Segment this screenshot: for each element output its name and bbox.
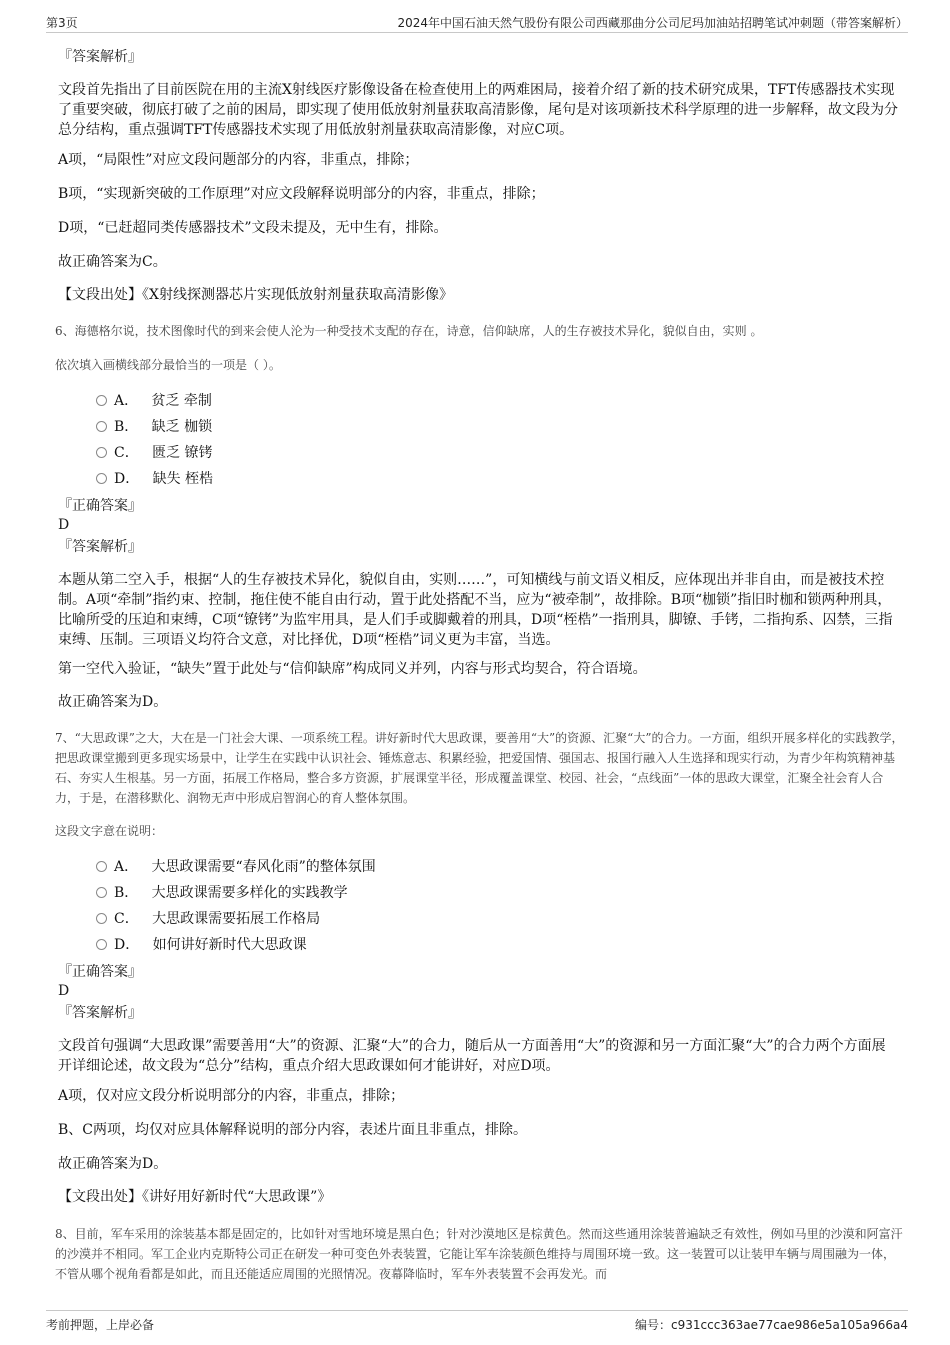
q6-option-a[interactable] xyxy=(96,392,212,410)
q6-answer-header: 『正确答案』 xyxy=(58,498,142,514)
q6-conclusion: 故正确答案为D。 xyxy=(58,694,168,710)
q7-answer-header: 『正确答案』 xyxy=(58,964,142,980)
page-number: 第3页 xyxy=(46,16,78,30)
q7-source: 【文段出处】《讲好用好新时代“大思政课”》 xyxy=(58,1189,332,1205)
option-text: 缺失 桎梏 xyxy=(152,471,214,487)
q6-analysis-para2: 第一空代入验证，“缺失”置于此处与“信仰缺席”构成同义并列，内容与形式均契合，符合语境。 xyxy=(58,661,647,677)
radio-icon[interactable] xyxy=(96,913,107,924)
q6-analysis-header: 『答案解析』 xyxy=(58,539,142,555)
q6-option-c[interactable] xyxy=(96,444,213,462)
q5-conclusion: 故正确答案为C。 xyxy=(58,254,167,270)
radio-icon[interactable] xyxy=(96,395,107,406)
page-footer xyxy=(46,1310,908,1335)
radio-icon[interactable] xyxy=(96,939,107,950)
option-text: 如何讲好新时代大思政课 xyxy=(152,937,307,953)
option-letter: B． xyxy=(114,419,139,435)
q7-prompt: 这段文字意在说明： xyxy=(55,824,164,838)
q5-analysis-option-a: A项，“局限性”对应文段问题部分的内容，非重点，排除； xyxy=(58,152,419,168)
q7-analysis-header: 『答案解析』 xyxy=(58,1005,142,1021)
q5-analysis-option-b: B项，“实现新突破的工作原理”对应文段解释说明部分的内容，非重点，排除； xyxy=(58,186,545,202)
option-text: 匮乏 镣铐 xyxy=(152,445,213,461)
q7-stem: 7、“大思政课”之大，大在是一门社会大课、一项系统工程。讲好新时代大思政课，要善用“大”的资源、汇聚“大”的合力。一方面，组织开展多样化的实践教学，把思政课堂搬到更多现实场景中，让学生在实践中认识社会、锤炼意志、积累经验，把爱国情、强国志、报国行融入人生选择和现实行动，为青少年构筑精神基石、夯实人生根基。另一方面，拓展工作格局，整合多方资源，扩展课堂半径，形成覆盖课堂、校园、社会，“点线面”一体的思政大课堂，汇聚全社会育人合力，于是，在潜移默化、润物无声中形成启智润心的育人整体氛围。 xyxy=(55,731,904,805)
code-value: c931ccc363ae77cae986e5a105a966a4 xyxy=(671,1318,908,1332)
option-letter: D． xyxy=(114,937,140,953)
option-text: 大思政课需要拓展工作格局 xyxy=(152,911,321,927)
q5-analysis-header: 『答案解析』 xyxy=(58,49,142,65)
q7-analysis-para: 文段首句强调“大思政课”需要善用“大”的资源、汇聚“大”的合力，随后从一方面善用“大”的资源和另一方面汇聚“大”的合力两个方面展开详细论述，故文段为“总分”结构，重点介绍大思政课如何才能讲好，对应D项。 xyxy=(58,1038,886,1074)
q5-analysis-option-d: D项，“已赶超同类传感器技术”文段未提及，无中生有，排除。 xyxy=(58,220,448,236)
option-letter: B． xyxy=(114,885,139,901)
q6-prompt: 依次填入画横线部分最恰当的一项是（ ）。 xyxy=(55,358,281,372)
q7-conclusion: 故正确答案为D。 xyxy=(58,1156,168,1172)
q6-stem: 6、海德格尔说，技术图像时代的到来会使人沦为一种受技术支配的存在，诗意，信仰缺席，人的生存被技术异化，貌似自由，实则 。 xyxy=(55,324,763,338)
option-letter: C． xyxy=(114,445,139,461)
q6-option-d[interactable] xyxy=(96,470,213,488)
q5-analysis-para: 文段首先指出了目前医院在用的主流X射线医疗影像设备在检查使用上的两难困局，接着介绍了新的技术研究成果，TFT传感器技术实现了重要突破，彻底打破了之前的困局，即实现了使用低放射剂量获取高清影像，尾句是对该项新技术科学原理的进一步解释，故文段为分总分结构，重点强调TFT传感器技术实现了用低放射剂量获取高清影像，对应C项。 xyxy=(58,82,898,138)
option-text: 缺乏 枷锁 xyxy=(151,419,213,435)
document-code xyxy=(635,1316,908,1333)
q5-source: 【文段出处】《X射线探测器芯片实现低放射剂量获取高清影像》 xyxy=(58,287,453,303)
q7-option-c[interactable] xyxy=(96,910,320,928)
radio-icon[interactable] xyxy=(96,887,107,898)
q6-analysis-para: 本题从第二空入手，根据“人的生存被技术异化，貌似自由，实则……”，可知横线与前文语义相反，应体现出并非自由，而是被技术控制。A项“牵制”指约束、控制，拖住使不能自由行动，置于此处搭配不当，应为“被牵制”，故排除。B项“枷锁”指旧时枷和锁两种刑具，比喻所受的压迫和束缚，C项“镣铐”为监牢用具，是人们手或脚戴着的刑具，D项“桎梏”一指刑具，脚镣、手铐，二指拘系、囚禁，三指束缚、压制。三项语义均符合文意，对比择优，D项“桎梏”词义更为丰富，当选。 xyxy=(58,572,893,648)
q6-answer: D xyxy=(58,517,70,533)
page-header xyxy=(46,10,908,33)
q6-option-b[interactable] xyxy=(96,418,212,436)
q7-option-d[interactable] xyxy=(96,936,307,954)
option-letter: C． xyxy=(114,911,139,927)
code-label: 编号： xyxy=(635,1318,672,1332)
q7-option-b[interactable] xyxy=(96,884,348,902)
q7-analysis-option-a: A项，仅对应文段分析说明部分的内容，非重点，排除； xyxy=(58,1088,405,1104)
footer-slogan: 考前押题，上岸必备 xyxy=(46,1318,155,1332)
radio-icon[interactable] xyxy=(96,447,107,458)
radio-icon[interactable] xyxy=(96,473,107,484)
option-letter: D． xyxy=(114,471,140,487)
document-title: 2024年中国石油天然气股份有限公司西藏那曲分公司尼玛加油站招聘笔试冲刺题（带答案解析） xyxy=(397,16,908,30)
q8-stem: 8、目前，军车采用的涂装基本都是固定的，比如针对雪地环境是黑白色；针对沙漠地区是棕黄色。然而这些通用涂装普遍缺乏有效性，例如马里的沙漠和阿富汗的沙漠并不相同。军工企业内克斯特公司正在研发一种可变色外表装置，它能让军车涂装颜色维持与周围环境一致。这一装置可以让装甲车辆与周围融为一体，不管从哪个视角看都是如此，而且还能适应周围的光照情况。夜幕降临时，军车外表装置不会再发光。而 xyxy=(55,1227,903,1281)
option-letter: A． xyxy=(114,859,139,875)
option-text: 贫乏 牵制 xyxy=(151,393,212,409)
q7-answer: D xyxy=(58,983,70,999)
radio-icon[interactable] xyxy=(96,421,107,432)
radio-icon[interactable] xyxy=(96,861,107,872)
q7-option-a[interactable] xyxy=(96,858,376,876)
option-text: 大思政课需要“春风化雨”的整体氛围 xyxy=(151,859,376,875)
option-text: 大思政课需要多样化的实践教学 xyxy=(151,885,348,901)
option-letter: A． xyxy=(114,393,139,409)
q7-analysis-option-bc: B、C两项，均仅对应具体解释说明的部分内容，表述片面且非重点，排除。 xyxy=(58,1122,527,1138)
